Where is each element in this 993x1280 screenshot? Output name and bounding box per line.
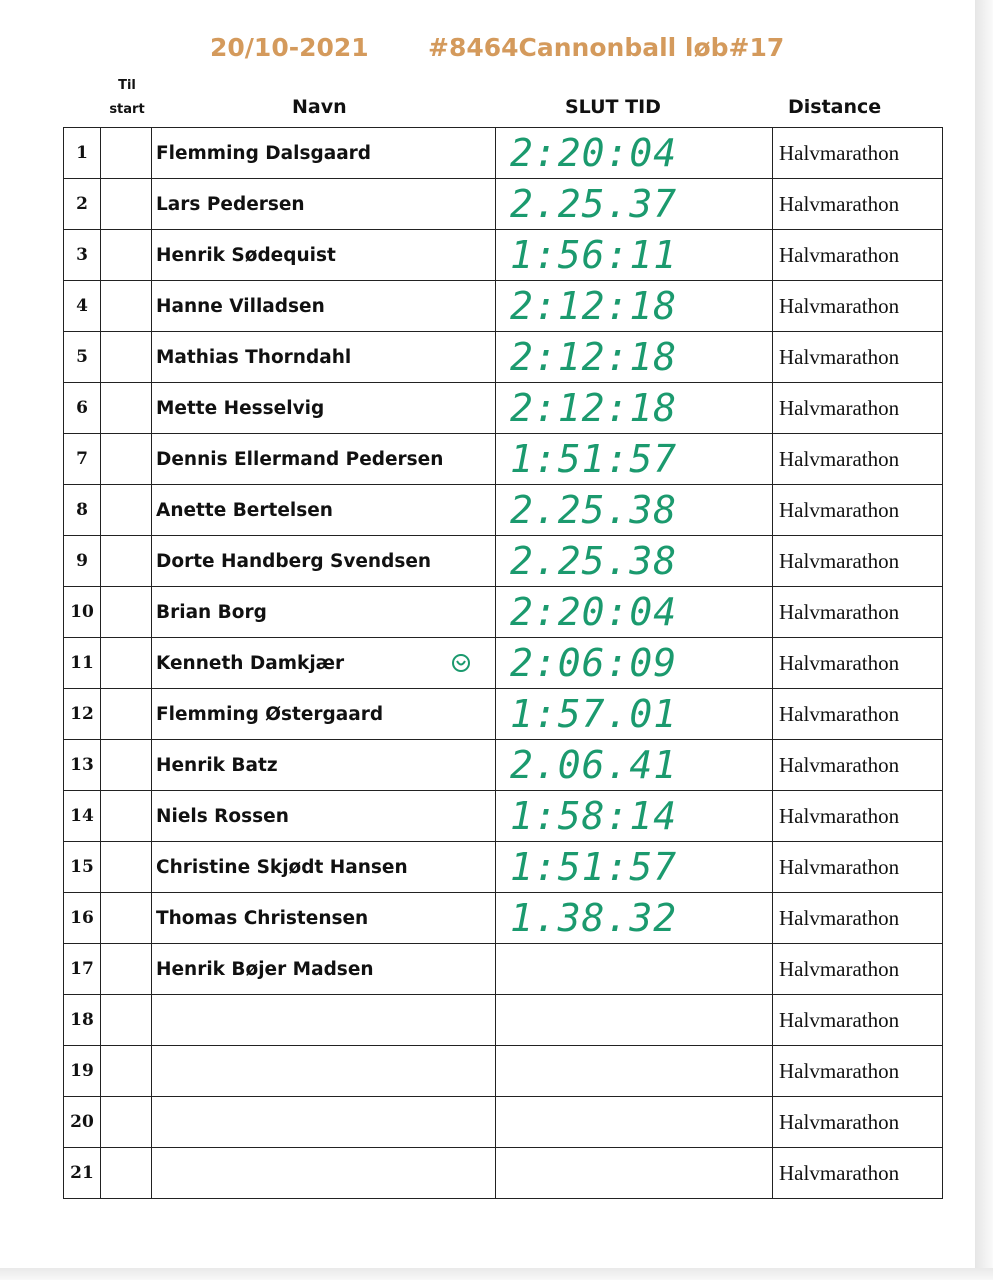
runner-name-cell — [152, 791, 496, 842]
finish-time: 2:06:09 — [496, 638, 773, 689]
table-row — [64, 689, 943, 740]
finish-time: 1:57.01 — [496, 689, 773, 740]
finish-time: 2:20:04 — [496, 128, 773, 179]
runner-name-cell — [152, 740, 496, 791]
row-number: 13 — [64, 740, 101, 791]
runner-name: Henrik Bøjer Madsen — [156, 958, 374, 980]
runner-name: Dennis Ellermand Pedersen — [156, 448, 444, 470]
table-row — [64, 128, 943, 179]
row-number: 21 — [64, 1148, 101, 1199]
table-row — [64, 1148, 943, 1199]
row-number: 8 — [64, 485, 101, 536]
runner-name-cell — [152, 638, 496, 689]
runner-name: Henrik Sødequist — [156, 244, 336, 266]
runner-name: Christine Skjødt Hansen — [156, 856, 408, 878]
row-number: 2 — [64, 179, 101, 230]
runner-name: Henrik Batz — [156, 754, 278, 776]
distance-cell: Halvmarathon — [773, 1097, 943, 1148]
runner-name-cell — [152, 1097, 496, 1148]
runner-name: Flemming Dalsgaard — [156, 142, 372, 164]
til-start-cell[interactable] — [101, 791, 152, 842]
runner-name: Mette Hesselvig — [156, 397, 325, 419]
slut-tid-header: SLUT TID — [565, 96, 661, 118]
runner-name-cell — [152, 383, 496, 434]
runner-name: Niels Rossen — [156, 805, 289, 827]
distance-cell: Halvmarathon — [773, 485, 943, 536]
circled-mark-icon — [451, 653, 471, 673]
runner-name: Kenneth Damkjær — [156, 652, 345, 674]
finish-time: 1.38.32 — [496, 893, 773, 944]
til-start-cell[interactable] — [101, 179, 152, 230]
table-row — [64, 536, 943, 587]
runner-name-cell — [152, 485, 496, 536]
runner-name-cell — [152, 1148, 496, 1199]
finish-time — [496, 995, 773, 1046]
finish-time: 2:12:18 — [496, 332, 773, 383]
row-number: 9 — [64, 536, 101, 587]
distance-header: Distance — [788, 96, 882, 118]
distance-cell: Halvmarathon — [773, 230, 943, 281]
runner-name: Lars Pedersen — [156, 193, 305, 215]
row-number: 16 — [64, 893, 101, 944]
til-start-cell[interactable] — [101, 383, 152, 434]
til-start-cell[interactable] — [101, 485, 152, 536]
row-number: 3 — [64, 230, 101, 281]
table-row — [64, 740, 943, 791]
distance-cell: Halvmarathon — [773, 740, 943, 791]
distance-cell: Halvmarathon — [773, 536, 943, 587]
distance-cell: Halvmarathon — [773, 995, 943, 1046]
til-start-cell[interactable] — [101, 689, 152, 740]
til-start-cell[interactable] — [101, 740, 152, 791]
distance-cell: Halvmarathon — [773, 179, 943, 230]
runner-name-cell — [152, 434, 496, 485]
row-number: 15 — [64, 842, 101, 893]
runner-name: Hanne Villadsen — [156, 295, 325, 317]
table-row — [64, 230, 943, 281]
finish-time: 1:56:11 — [496, 230, 773, 281]
til-start-cell[interactable] — [101, 332, 152, 383]
results-table-body — [64, 128, 943, 1199]
distance-cell: Halvmarathon — [773, 638, 943, 689]
til-start-cell[interactable] — [101, 1097, 152, 1148]
finish-time — [496, 944, 773, 995]
distance-cell: Halvmarathon — [773, 842, 943, 893]
distance-cell: Halvmarathon — [773, 1046, 943, 1097]
distance-cell: Halvmarathon — [773, 893, 943, 944]
til-start-cell[interactable] — [101, 893, 152, 944]
runner-name-cell — [152, 995, 496, 1046]
row-number: 5 — [64, 332, 101, 383]
til-start-cell[interactable] — [101, 128, 152, 179]
finish-time: 1:51:57 — [496, 842, 773, 893]
til-start-cell[interactable] — [101, 1046, 152, 1097]
runner-name-cell — [152, 230, 496, 281]
table-row — [64, 638, 943, 689]
til-start-header — [104, 74, 150, 122]
row-number: 14 — [64, 791, 101, 842]
runner-name-cell — [152, 842, 496, 893]
row-number: 4 — [64, 281, 101, 332]
runner-name: Dorte Handberg Svendsen — [156, 550, 432, 572]
row-number: 10 — [64, 587, 101, 638]
table-row — [64, 842, 943, 893]
table-row — [64, 791, 943, 842]
table-row — [64, 434, 943, 485]
runner-name: Thomas Christensen — [156, 907, 369, 929]
finish-time — [496, 1046, 773, 1097]
til-start-cell[interactable] — [101, 944, 152, 995]
runner-name-cell — [152, 281, 496, 332]
page-edge-bottom — [0, 1268, 993, 1280]
til-start-cell[interactable] — [101, 536, 152, 587]
distance-cell: Halvmarathon — [773, 383, 943, 434]
row-number: 12 — [64, 689, 101, 740]
runner-name-cell — [152, 689, 496, 740]
row-number: 6 — [64, 383, 101, 434]
distance-cell: Halvmarathon — [773, 1148, 943, 1199]
runner-name: Flemming Østergaard — [156, 703, 384, 725]
row-number: 17 — [64, 944, 101, 995]
finish-time: 2:12:18 — [496, 383, 773, 434]
row-number: 18 — [64, 995, 101, 1046]
distance-cell: Halvmarathon — [773, 944, 943, 995]
row-number: 1 — [64, 128, 101, 179]
runner-name: Mathias Thorndahl — [156, 346, 352, 368]
finish-time — [496, 1097, 773, 1148]
table-row — [64, 383, 943, 434]
finish-time: 1:58:14 — [496, 791, 773, 842]
til-start-cell[interactable] — [101, 587, 152, 638]
finish-time: 2.25.38 — [496, 485, 773, 536]
distance-cell: Halvmarathon — [773, 689, 943, 740]
runner-name-cell — [152, 587, 496, 638]
til-start-label-line1: Til — [118, 78, 136, 93]
runner-name-cell — [152, 128, 496, 179]
runner-name-cell — [152, 536, 496, 587]
sheet-header — [0, 33, 975, 73]
runner-name: Anette Bertelsen — [156, 499, 333, 521]
event-title: #8464Cannonball løb#17 — [428, 33, 785, 62]
runner-name-cell — [152, 179, 496, 230]
distance-cell: Halvmarathon — [773, 791, 943, 842]
row-number: 7 — [64, 434, 101, 485]
til-start-cell[interactable] — [101, 281, 152, 332]
distance-cell: Halvmarathon — [773, 128, 943, 179]
til-start-cell[interactable] — [101, 434, 152, 485]
table-row — [64, 1046, 943, 1097]
table-row — [64, 485, 943, 536]
runner-name-cell — [152, 332, 496, 383]
table-row — [64, 1097, 943, 1148]
til-start-cell[interactable] — [101, 1148, 152, 1199]
finish-time: 1:51:57 — [496, 434, 773, 485]
table-row — [64, 893, 943, 944]
til-start-label-line2: start — [109, 102, 145, 117]
table-row — [64, 281, 943, 332]
table-row — [64, 179, 943, 230]
finish-time — [496, 1148, 773, 1199]
finish-time: 2.06.41 — [496, 740, 773, 791]
row-number: 20 — [64, 1097, 101, 1148]
table-row — [64, 587, 943, 638]
runner-name-cell — [152, 1046, 496, 1097]
til-start-cell[interactable] — [101, 842, 152, 893]
race-date: 20/10-2021 — [210, 33, 369, 62]
page-edge-right — [975, 0, 993, 1280]
distance-cell: Halvmarathon — [773, 332, 943, 383]
navn-header: Navn — [292, 96, 347, 118]
distance-cell: Halvmarathon — [773, 434, 943, 485]
distance-cell: Halvmarathon — [773, 281, 943, 332]
runner-name-cell — [152, 893, 496, 944]
distance-cell: Halvmarathon — [773, 587, 943, 638]
finish-time: 2:20:04 — [496, 587, 773, 638]
til-start-cell[interactable] — [101, 638, 152, 689]
til-start-cell[interactable] — [101, 995, 152, 1046]
runner-name: Brian Borg — [156, 601, 267, 623]
finish-time: 2:12:18 — [496, 281, 773, 332]
results-table — [63, 127, 943, 1199]
table-row — [64, 332, 943, 383]
til-start-cell[interactable] — [101, 230, 152, 281]
table-row — [64, 944, 943, 995]
finish-time: 2.25.37 — [496, 179, 773, 230]
row-number: 11 — [64, 638, 101, 689]
table-row — [64, 995, 943, 1046]
row-number: 19 — [64, 1046, 101, 1097]
finish-time: 2.25.38 — [496, 536, 773, 587]
runner-name-cell — [152, 944, 496, 995]
